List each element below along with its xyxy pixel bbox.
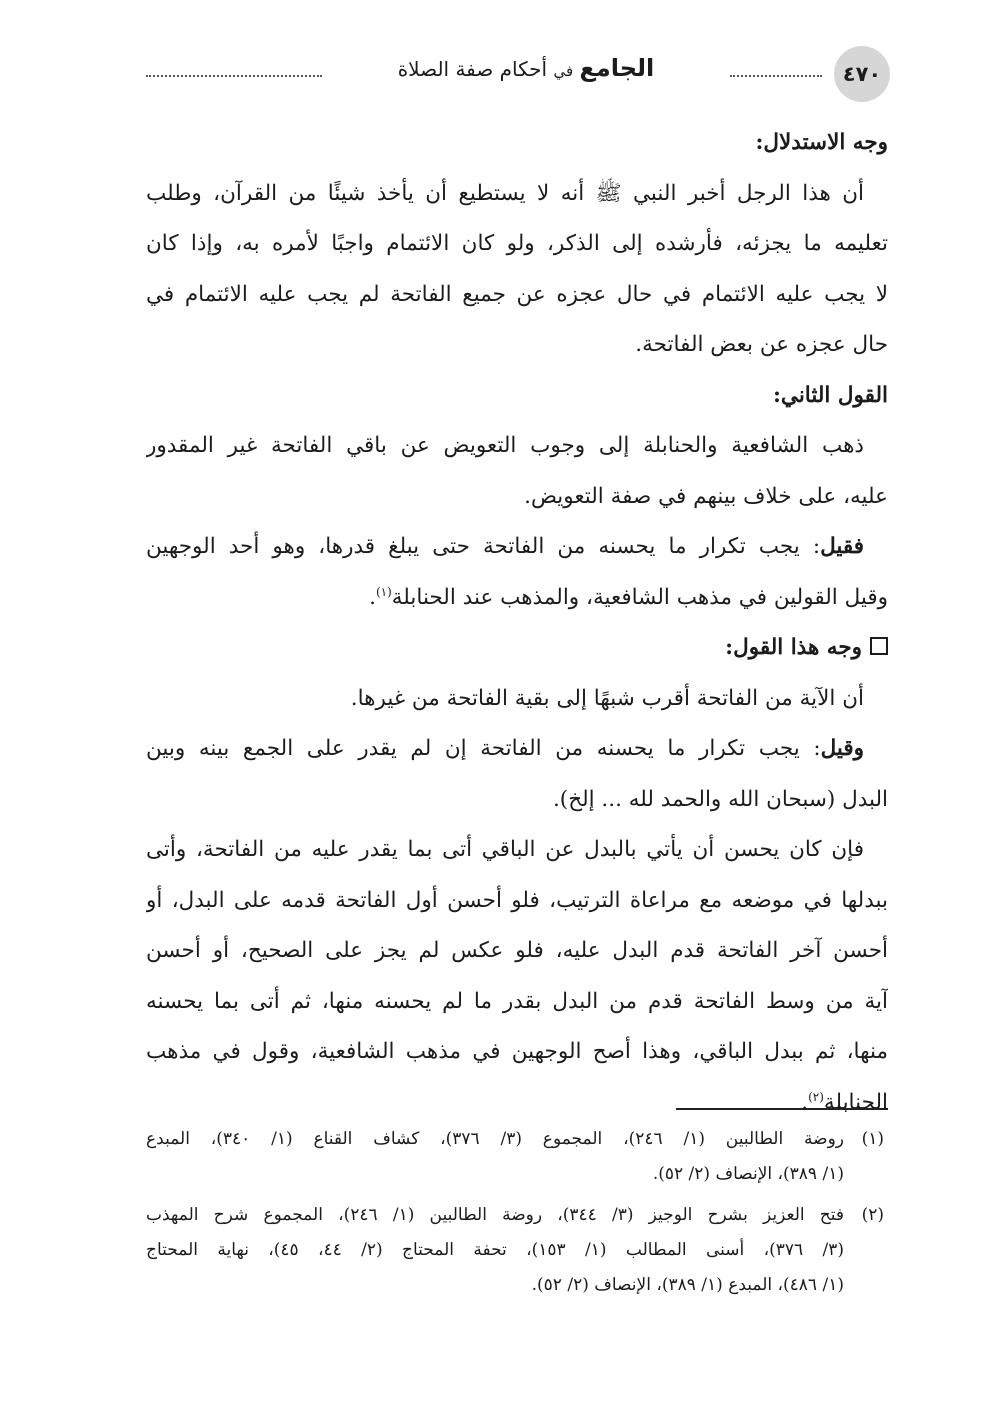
text-line — [146, 1078, 888, 1129]
line-text: وقيل القولين في مذهب الشافعية، والمذهب عند الحنابلة — [391, 584, 888, 610]
line-text: ذهب الشافعية والحنابلة إلى وجوب التعويض عن باقي الفاتحة غير المقدور — [146, 433, 864, 458]
footnote-line: روضة الطالبين (١/ ٢٤٦)، المجموع (٣/ ٣٧٦)، كشاف القناع (١/ ٣٤٠)، المبدع — [146, 1129, 844, 1149]
line-text: تعليمه ما يجزئه، فأرشده إلى الذكر، ولو كان الائتمام واجبًا لأمره به، وإذا كان — [146, 231, 888, 256]
page-number-badge: ٤٧٠ — [834, 46, 890, 102]
line-text: البدل (سبحان الله والحمد لله ... إلخ). — [552, 786, 888, 812]
line-punctuation: . — [801, 1089, 809, 1115]
footnote-marker[interactable]: (١) — [375, 584, 392, 599]
line-text: حال عجزه عن بعض الفاتحة. — [635, 332, 888, 357]
book-title — [330, 54, 722, 82]
text-line — [146, 522, 888, 573]
line-text: آية من وسط الفاتحة قدم من البدل بقدر ما لم يحسنه منها، ثم أتى بما يحسنه — [146, 988, 888, 1014]
text-line — [146, 724, 888, 775]
text-line — [146, 977, 888, 1028]
footnote-line: (١/ ٤٨٦)، المبدع (١/ ٣٨٩)، الإنصاف (٢/ ٥٢). — [531, 1275, 844, 1295]
line-text: عليه، على خلاف بينهم في صفة التعويض. — [524, 483, 888, 509]
text-line — [146, 1027, 888, 1078]
text-line — [146, 674, 888, 725]
text-line — [146, 371, 888, 422]
line-text: القول الثاني: — [772, 382, 888, 408]
footnote-marker[interactable]: (٢) — [808, 1089, 824, 1104]
line-text: وجه الاستدلال: — [755, 130, 888, 155]
text-line — [146, 169, 888, 220]
line-text: ببدلها في موضعه مع مراعاة الترتيب، فلو أحسن أول الفاتحة قدمه على البدل، أو — [146, 887, 888, 913]
footnote-number: (٢) — [861, 1205, 884, 1225]
line-text: وجه هذا القول: — [725, 635, 862, 660]
header-dots-right — [730, 75, 822, 77]
line-text: : يجب تكرار ما يحسنه من الفاتحة إن لم يقدر على الجمع بينه وبين — [146, 736, 821, 761]
footnote — [146, 1198, 888, 1303]
running-header — [146, 44, 890, 104]
line-text: أن الآية من الفاتحة أقرب شبهًا إلى بقية الفاتحة من غيرها. — [350, 685, 864, 711]
footnote-line: (١/ ٣٨٩)، الإنصاف (٢/ ٥٢). — [652, 1164, 844, 1184]
text-line — [146, 825, 888, 876]
text-line — [146, 926, 888, 977]
text-line — [146, 775, 888, 826]
text-line — [146, 270, 888, 321]
footnote-line: (٣/ ٣٧٦)، أسنى المطالب (١/ ١٥٣)، تحفة المحتاج (٢/ ٤٤، ٤٥)، نهاية المحتاج — [146, 1240, 844, 1260]
book-title-word2: في — [553, 62, 574, 80]
text-line — [146, 573, 888, 624]
line-text: : يجب تكرار ما يحسنه من الفاتحة حتى يبلغ قدرها، وهو أحد الوجهين — [146, 534, 821, 559]
text-line — [146, 320, 888, 371]
line-punctuation: . — [369, 584, 376, 610]
text-line — [146, 623, 888, 674]
checkbox-square-icon — [870, 637, 888, 655]
text-line — [146, 421, 888, 472]
line-text: الحنابلة — [823, 1089, 888, 1115]
footnote — [146, 1122, 888, 1192]
line-text: أن هذا الرجل أخبر النبي ﷺ أنه لا يستطيع أن يأخذ شيئًا من القرآن، وطلب — [146, 180, 864, 206]
book-title-word1: الجامع — [579, 54, 655, 82]
footnote-number: (١) — [861, 1129, 884, 1149]
main-text — [146, 118, 888, 1128]
text-line — [146, 472, 888, 523]
header-dots-left — [146, 75, 322, 77]
lead-word: فقيل — [820, 534, 864, 559]
book-title-rest: أحكام صفة الصلاة — [397, 57, 548, 81]
footnote-line: فتح العزيز بشرح الوجيز (٣/ ٣٤٤)، روضة الطالبين (١/ ٢٤٦)، المجموع شرح المهذب — [146, 1205, 844, 1225]
line-text: لا يجب عليه الائتمام في حال عجزه عن جميع الفاتحة لم يجب عليه الائتمام في — [146, 281, 888, 307]
text-line — [146, 118, 888, 169]
line-text: فإن كان يحسن أن يأتي بالبدل عن الباقي أتى بما يقدر عليه من الفاتحة، وأتى — [146, 837, 864, 862]
footnote-separator — [676, 1108, 888, 1110]
line-text: أحسن آخر الفاتحة قدم البدل عليه، فلو عكس لم يجز على الصحيح، أو أحسن — [146, 938, 888, 963]
line-text: منها، ثم ببدل الباقي، وهذا أصح الوجهين في مذهب الشافعية، وقول في مذهب — [146, 1039, 888, 1064]
lead-word: وقيل — [820, 736, 864, 761]
text-line — [146, 876, 888, 927]
text-line — [146, 219, 888, 270]
footnotes — [146, 1122, 888, 1309]
